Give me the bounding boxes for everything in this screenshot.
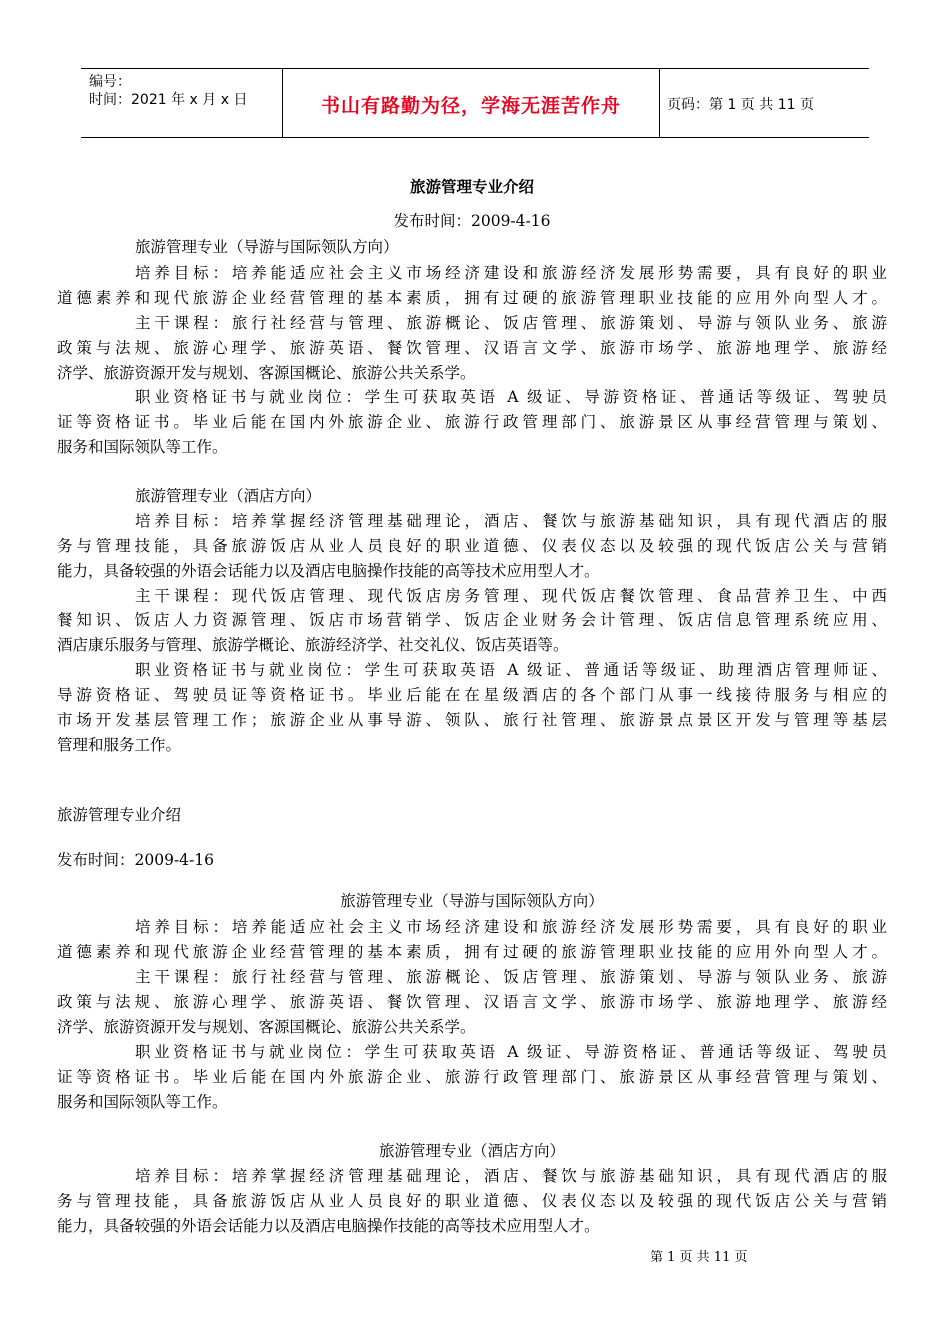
paragraph-line: 能力，具备较强的外语会话能力以及酒店电脑操作技能的高等技术应用型人才。 — [57, 562, 600, 580]
paragraph-line: 政策与法规、旅游心理学、旅游英语、餐饮管理、汉语言文学、旅游市场学、旅游地理学、旅游经 — [57, 993, 887, 1011]
paragraph-line: 培养目标：培养掌握经济管理基础理论，酒店、餐饮与旅游基础知识，具有现代酒店的服 — [135, 1167, 887, 1185]
section-heading-hotel: 旅游管理专业（酒店方向） — [135, 487, 322, 505]
paragraph-line: 培养目标：培养能适应社会主义市场经济建设和旅游经济发展形势需要，具有良好的职业 — [135, 918, 887, 936]
header-middle-cell — [282, 69, 660, 137]
header-left-cell — [81, 69, 282, 137]
document-title-repeat: 旅游管理专业介绍 — [57, 806, 182, 824]
paragraph-line: 酒店康乐服务与管理、旅游学概论、旅游经济学、社交礼仪、饭店英语等。 — [57, 636, 569, 654]
paragraph-line: 餐知识、饭店人力资源管理、饭店市场营销学、饭店企业财务会计管理、饭店信息管理系统应用、 — [57, 611, 887, 629]
paragraph-line: 服务和国际领队等工作。 — [57, 1093, 228, 1111]
section-heading-guide-repeat: 旅游管理专业（导游与国际领队方向） — [340, 892, 604, 910]
paragraph-line: 道德素养和现代旅游企业经营管理的基本素质，拥有过硬的旅游管理职业技能的应用外向型人才。 — [57, 289, 887, 307]
paragraph-line: 政策与法规、旅游心理学、旅游英语、餐饮管理、汉语言文学、旅游市场学、旅游地理学、旅游经 — [57, 339, 887, 357]
paragraph-line: 济学、旅游资源开发与规划、客源国概论、旅游公共关系学。 — [57, 1018, 476, 1036]
paragraph-line: 主干课程：旅行社经营与管理、旅游概论、饭店管理、旅游策划、导游与领队业务、旅游 — [135, 314, 887, 332]
paragraph-line: 培养目标：培养能适应社会主义市场经济建设和旅游经济发展形势需要，具有良好的职业 — [135, 264, 887, 282]
paragraph-line: 管理和服务工作。 — [57, 736, 182, 754]
paragraph-line: 职业资格证书与就业岗位：学生可获取英语 A 级证、导游资格证、普通话等级证、驾驶员 — [135, 1043, 887, 1061]
paragraph-line: 主干课程：现代饭店管理、现代饭店房务管理、现代饭店餐饮管理、食品营养卫生、中西 — [135, 587, 887, 605]
paragraph-line: 导游资格证、驾驶员证等资格证书。毕业后能在在星级酒店的各个部门从事一线接待服务与相应的 — [57, 686, 887, 704]
paragraph-line: 务与管理技能，具备旅游饭店从业人员良好的职业道德、仪表仪态以及较强的现代饭店公关与营销 — [57, 537, 887, 555]
section-heading-hotel-repeat: 旅游管理专业（酒店方向） — [378, 1142, 565, 1160]
serial-label: 编号： — [89, 74, 131, 90]
paragraph-line: 职业资格证书与就业岗位：学生可获取英语 A 级证、普通话等级证、助理酒店管理师证、 — [135, 661, 887, 679]
paragraph-line: 服务和国际领队等工作。 — [57, 438, 228, 456]
header-page-info: 页码：第 1 页 共 11 页 — [667, 97, 814, 113]
paragraph-line: 务与管理技能，具备旅游饭店从业人员良好的职业道德、仪表仪态以及较强的现代饭店公关与营销 — [57, 1192, 887, 1210]
page-header — [81, 68, 869, 138]
publish-date-repeat: 发布时间：2009-4-16 — [57, 851, 215, 869]
header-motto: 书山有路勤为径，学海无涯苦作舟 — [320, 95, 621, 117]
paragraph-line: 市场开发基层管理工作；旅游企业从事导游、领队、旅行社管理、旅游景点景区开发与管理等基层 — [57, 711, 887, 729]
paragraph-line: 济学、旅游资源开发与规划、客源国概论、旅游公共关系学。 — [57, 364, 476, 382]
paragraph-line: 培养目标：培养掌握经济管理基础理论，酒店、餐饮与旅游基础知识，具有现代酒店的服 — [135, 512, 887, 530]
paragraph-line: 能力，具备较强的外语会话能力以及酒店电脑操作技能的高等技术应用型人才。 — [57, 1217, 600, 1235]
publish-date: 发布时间：2009-4-16 — [393, 212, 551, 230]
section-heading-guide: 旅游管理专业（导游与国际领队方向） — [135, 238, 399, 256]
document-title: 旅游管理专业介绍 — [409, 177, 534, 196]
page-footer: 第 1 页 共 11 页 — [650, 1250, 748, 1265]
paragraph-line: 职业资格证书与就业岗位：学生可获取英语 A 级证、导游资格证、普通话等级证、驾驶员 — [135, 388, 887, 406]
date-line: 时间：2021 年 x 月 x 日 — [89, 92, 248, 108]
paragraph-line: 证等资格证书。毕业后能在国内外旅游企业、旅游行政管理部门、旅游景区从事经营管理与策划、 — [57, 1068, 887, 1086]
header-right-cell — [659, 69, 869, 137]
paragraph-line: 证等资格证书。毕业后能在国内外旅游企业、旅游行政管理部门、旅游景区从事经营管理与策划、 — [57, 413, 887, 431]
paragraph-line: 主干课程：旅行社经营与管理、旅游概论、饭店管理、旅游策划、导游与领队业务、旅游 — [135, 968, 887, 986]
paragraph-line: 道德素养和现代旅游企业经营管理的基本素质，拥有过硬的旅游管理职业技能的应用外向型人才。 — [57, 943, 887, 961]
